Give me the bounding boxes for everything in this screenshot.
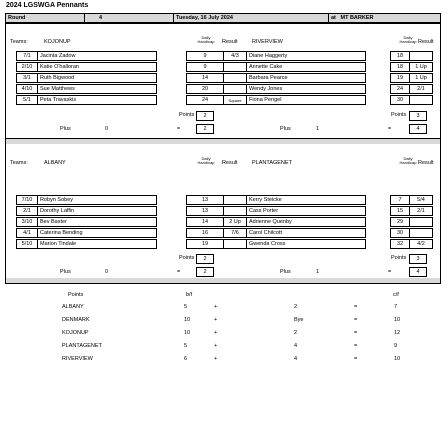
summary-equals: = — [354, 356, 358, 362]
player-name: Katie O'halloran — [37, 62, 157, 72]
opponent-name: Cass Porter — [246, 206, 366, 216]
player-handicap: 5/1 — [16, 95, 38, 105]
equals-sign: = — [388, 126, 392, 132]
opponent-daily-handicap: 32 — [390, 239, 410, 249]
plus-label: Plus — [60, 126, 71, 132]
summary-plus: + — [214, 356, 218, 362]
match-1-plus-left: 0 — [105, 126, 109, 132]
summary-plus: + — [214, 343, 218, 349]
summary-points: 2 — [294, 304, 298, 310]
summary-team: RIVERVIEW — [62, 356, 93, 362]
summary-bf: 10 — [184, 330, 191, 336]
opponent-name: Wendy Jones — [246, 84, 366, 94]
player-daily-handicap: 9 — [186, 62, 224, 72]
daily-handicap-label: Daily Handicap — [399, 156, 417, 165]
summary-plus: + — [214, 304, 218, 310]
player-daily-handicap: 16 — [186, 228, 224, 238]
daily-handicap-label: Daily Handicap — [399, 35, 417, 44]
opponent-name: Diane Haggerty — [246, 51, 366, 61]
summary-cf: 10 — [394, 356, 401, 362]
opponent-name: Annette Cake — [246, 62, 366, 72]
result-label: Result — [418, 160, 434, 166]
points-label: Points — [179, 255, 195, 261]
match-1-plus-right: 1 — [316, 126, 320, 132]
player-handicap: 7/10 — [16, 195, 38, 205]
result-label: Result — [222, 39, 238, 45]
player-handicap: 2/10 — [16, 62, 38, 72]
opponent-name: Barbara Pearce — [246, 73, 366, 83]
summary-equals: = — [354, 330, 358, 336]
player-name: Robyn Sobey — [37, 195, 157, 205]
summary-equals: = — [354, 343, 358, 349]
summary-points-label: Points — [68, 292, 84, 298]
summary-cf: 10 — [394, 317, 401, 323]
summary-equals: = — [354, 304, 358, 310]
summary-points: 4 — [294, 343, 298, 349]
summary-bf: 6 — [184, 356, 188, 362]
player-result: 2 Up — [223, 217, 247, 227]
result-label: Result — [222, 160, 238, 166]
summary-bf-label: b/f — [186, 292, 193, 298]
player-name: Peta Travaskis — [37, 95, 157, 105]
opponent-daily-handicap: 24 — [390, 84, 410, 94]
player-handicap: 4/1 — [16, 228, 38, 238]
match-2-team-left: ALBANY — [44, 160, 66, 166]
teams-label: Teams: — [10, 160, 28, 166]
opponent-daily-handicap: 18 — [390, 62, 410, 72]
match-1-team-left: KOJONUP — [44, 39, 71, 45]
match-2-total-left: 2 — [196, 267, 214, 277]
player-name: Ruth Bigwood — [37, 73, 157, 83]
summary-cf: 12 — [394, 330, 401, 336]
venue: at MT BARKER — [328, 13, 441, 23]
opponent-daily-handicap: 30 — [390, 228, 410, 238]
opponent-daily-handicap: 30 — [390, 95, 410, 105]
daily-handicap-label: Daily Handicap — [197, 156, 215, 165]
player-daily-handicap: 14 — [186, 73, 224, 83]
match-2-plus-right: 1 — [316, 269, 320, 275]
summary-bf: 10 — [184, 317, 191, 323]
summary-cf: 9 — [394, 343, 398, 349]
plus-label: Plus — [280, 126, 291, 132]
player-daily-handicap: 14 — [186, 217, 224, 227]
summary-points: 2 — [294, 330, 298, 336]
plus-label: Plus — [60, 269, 71, 275]
summary-points: Bye — [294, 317, 304, 323]
player-handicap: 3/10 — [16, 217, 38, 227]
match-2-points-right: 3 — [409, 254, 427, 264]
player-name: Caterina Bending — [37, 228, 157, 238]
player-handicap: 5/10 — [16, 239, 38, 249]
summary-team: PLANTAGENET — [62, 343, 102, 349]
opponent-result: 2/1 — [409, 84, 433, 94]
opponent-daily-handicap: 15 — [390, 206, 410, 216]
summary-team: ALBANY — [62, 304, 84, 310]
opponent-result: 1 Up — [409, 73, 433, 83]
player-result: Square — [223, 95, 247, 105]
opponent-name: Carol Chilcott — [246, 228, 366, 238]
player-name: Bev Baxter — [37, 217, 157, 227]
points-label: Points — [391, 255, 407, 261]
player-handicap: 3/1 — [16, 73, 38, 83]
equals-sign: = — [177, 126, 181, 132]
player-name: Dorothy Laffin — [37, 206, 157, 216]
opponent-daily-handicap: 18 — [390, 51, 410, 61]
round-number: 4 — [84, 13, 174, 23]
opponent-daily-handicap: 19 — [390, 73, 410, 83]
equals-sign: = — [388, 269, 392, 275]
opponent-name: Gwenda Cross — [246, 239, 366, 249]
plus-label: Plus — [280, 269, 291, 275]
opponent-daily-handicap: 7 — [390, 195, 410, 205]
match-date: Tuesday, 16 July 2024 — [173, 13, 329, 23]
summary-cf-label: c/f — [393, 292, 399, 298]
match-2-plus-left: 0 — [105, 269, 109, 275]
match-2-points-left: 2 — [196, 254, 214, 264]
round-label: Round — [5, 13, 85, 23]
player-daily-handicap: 20 — [186, 84, 224, 94]
summary-team: KOJONUP — [62, 330, 89, 336]
match-2-total-right: 4 — [409, 267, 427, 277]
opponent-name: Fiona Pengel — [246, 95, 366, 105]
player-result: 4/3 — [223, 51, 247, 61]
match-1-total-right: 4 — [409, 124, 427, 134]
match-1-points-left: 2 — [196, 111, 214, 121]
opponent-name: Adrienne Quenby — [246, 217, 366, 227]
opponent-result: 4/2 — [409, 239, 433, 249]
match-1-frame — [5, 23, 441, 139]
sheet-title: 2024 LGSWGA Pennants — [6, 2, 89, 9]
separator-line — [5, 283, 441, 284]
player-name: Jacinta Zadow — [37, 51, 157, 61]
match-1-total-left: 2 — [196, 124, 214, 134]
player-name: Sue Matthews — [37, 84, 157, 94]
summary-bf: 5 — [184, 304, 188, 310]
points-label: Points — [179, 112, 195, 118]
match-2-team-right: PLANTAGENET — [252, 160, 292, 166]
match-1-points-right: 3 — [409, 111, 427, 121]
summary-cf: 7 — [394, 304, 398, 310]
player-result: 7/6 — [223, 228, 247, 238]
player-daily-handicap: 13 — [186, 195, 224, 205]
opponent-result: 1 Up — [409, 62, 433, 72]
teams-label: Teams: — [10, 39, 28, 45]
player-daily-handicap: 19 — [186, 239, 224, 249]
player-name: Marion Tindale — [37, 239, 157, 249]
summary-equals: = — [354, 317, 358, 323]
points-label: Points — [391, 112, 407, 118]
summary-plus: + — [214, 330, 218, 336]
result-label: Result — [418, 39, 434, 45]
player-handicap: 4/10 — [16, 84, 38, 94]
summary-bf: 5 — [184, 343, 188, 349]
opponent-result: 5/4 — [409, 195, 433, 205]
opponent-daily-handicap: 29 — [390, 217, 410, 227]
player-daily-handicap: 24 — [186, 95, 224, 105]
match-1-team-right: RIVERVIEW — [252, 39, 283, 45]
player-handicap: 2/1 — [16, 206, 38, 216]
equals-sign: = — [177, 269, 181, 275]
summary-team: DENMARK — [62, 317, 90, 323]
player-daily-handicap: 13 — [186, 206, 224, 216]
opponent-name: Kerry Steicke — [246, 195, 366, 205]
opponent-result: 2/1 — [409, 206, 433, 216]
match-2-frame — [5, 144, 441, 283]
player-daily-handicap: 9 — [186, 51, 224, 61]
summary-points: 4 — [294, 356, 298, 362]
summary-plus: + — [214, 317, 218, 323]
daily-handicap-label: Daily Handicap — [197, 35, 215, 44]
player-handicap: 7/1 — [16, 51, 38, 61]
